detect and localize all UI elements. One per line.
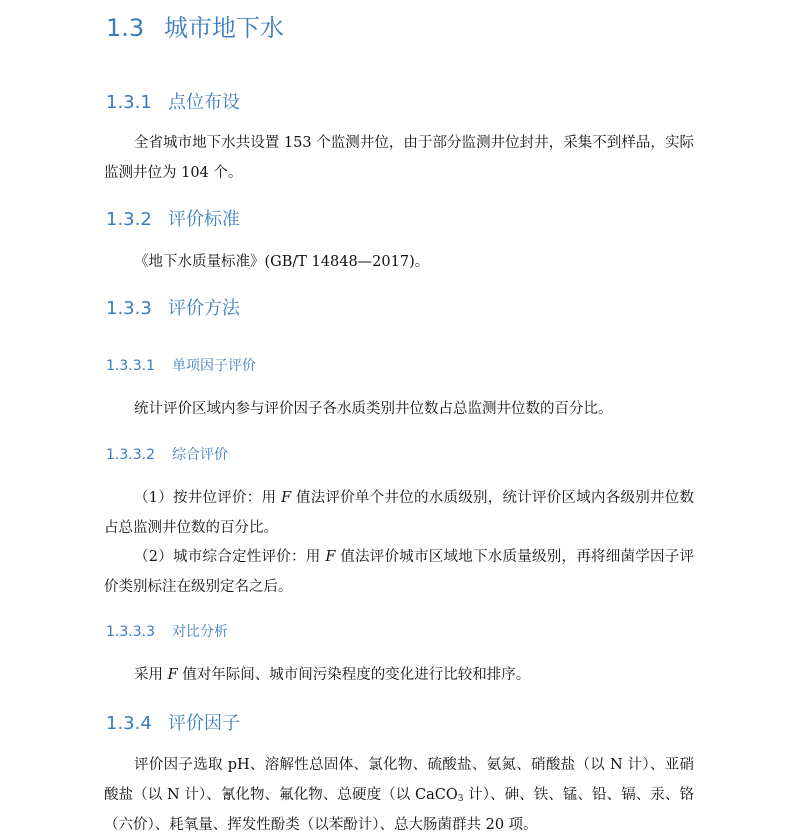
section-heading-1-3-4 <box>106 709 240 735</box>
section-heading-1-3-3-3 <box>106 621 228 641</box>
text-run: 值法评价单个井位的水质级别，统计评价区域内各级别井位数占总监测井位数的百分比。 <box>104 490 695 536</box>
text-run: （2）城市综合定性评价：用 <box>134 549 326 565</box>
paragraph-monitoring-sites: 全省城市地下水共设置 153 个监测井位，由于部分监测井位封井，采集不到样品，实际监测井位为 104 个。 <box>104 135 694 181</box>
section-title: 评价因子 <box>168 713 240 734</box>
text-run: （1）按井位评价：用 <box>134 490 282 506</box>
section-title: 评价标准 <box>168 209 240 230</box>
section-title: 对比分析 <box>172 624 228 640</box>
section-number: 1.3.3.2 <box>106 447 155 463</box>
section-number: 1.3.3 <box>106 298 152 319</box>
paragraph-single-factor: 统计评价区域内参与评价因子各水质类别井位数占总监测井位数的百分比。 <box>134 401 613 417</box>
text-run: 评价因子选取 pH、溶解性总固体、氯化物、硫酸盐、氨氮、硝酸盐（以 N 计）、亚硝酸盐（以 N 计）、氰化物、氟化物、总硬度（以 CaCO <box>104 757 694 803</box>
paragraph-factors <box>104 750 694 840</box>
section-number: 1.3.1 <box>106 92 152 113</box>
section-number: 1.3.3.3 <box>106 624 155 640</box>
section-title: 城市地下水 <box>164 14 284 42</box>
section-heading-1-3-3-2 <box>106 444 228 464</box>
section-number: 1.3.3.1 <box>106 358 155 374</box>
text-run: 采用 <box>134 667 168 683</box>
section-number: 1.3 <box>106 14 145 42</box>
section-title: 单项因子评价 <box>172 358 256 374</box>
paragraph-city-evaluation <box>104 542 694 602</box>
section-heading-1-3-3 <box>106 294 240 320</box>
paragraph-well-evaluation <box>104 483 694 543</box>
section-heading-1-3-1 <box>106 88 240 114</box>
section-title: 点位布设 <box>168 92 240 113</box>
section-number: 1.3.4 <box>106 713 152 734</box>
paragraph-comparison <box>104 660 694 690</box>
section-title: 评价方法 <box>168 298 240 319</box>
text-run: 计）、砷、铁、锰、铅、镉、汞、铬（六价）、耗氧量、挥发性酚类（以苯酚计）、总大肠菌群共 20 项。 <box>104 787 695 833</box>
section-number: 1.3.2 <box>106 209 152 230</box>
section-title: 综合评价 <box>172 447 228 463</box>
f-symbol: F <box>325 549 336 565</box>
text-run: 值对年际间、城市间污染程度的变化进行比较和排序。 <box>177 667 531 683</box>
paragraph-standard: 《地下水质量标准》(GB/T 14848—2017)。 <box>134 254 430 270</box>
f-symbol: F <box>281 490 292 506</box>
text-run: 值法评价城市区域地下水质量级别，再将细菌学因子评价类别标注在级别定名之后。 <box>104 549 694 595</box>
section-heading-1-3-3-1 <box>106 355 256 375</box>
section-heading-1-3-2 <box>106 205 240 231</box>
subscript: 3 <box>457 794 464 804</box>
section-heading-1-3 <box>106 8 284 43</box>
f-symbol: F <box>167 667 178 683</box>
